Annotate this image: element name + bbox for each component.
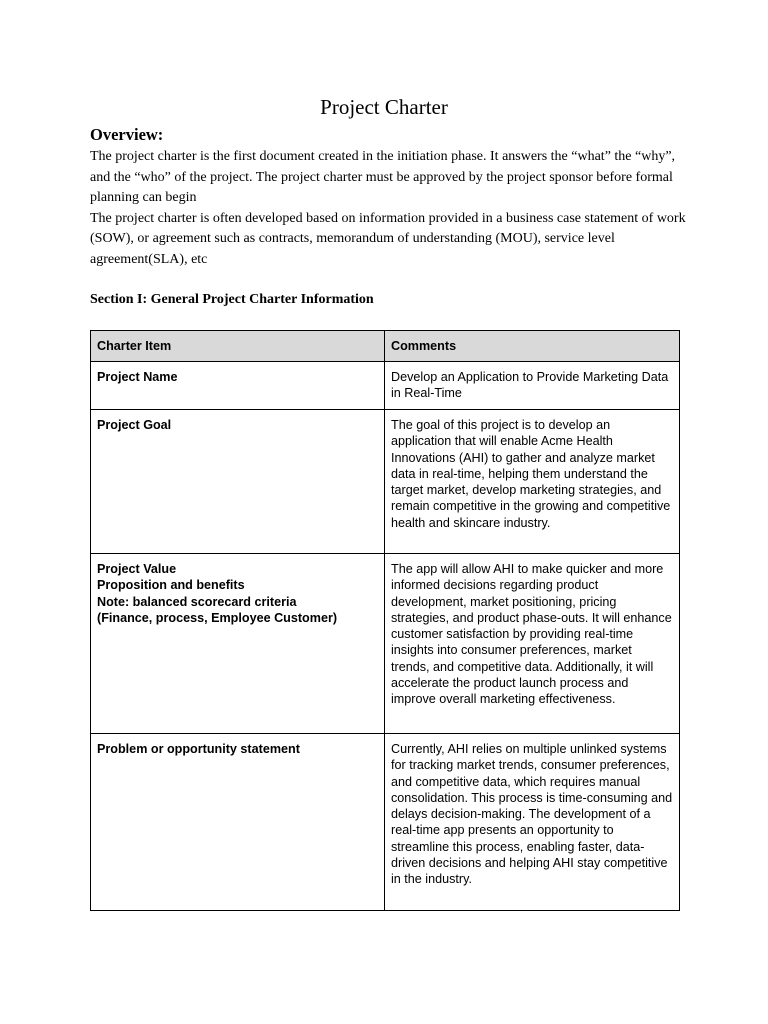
charter-item-label: Project Goal (97, 418, 172, 432)
overview-heading: Overview: (90, 125, 164, 144)
table-row (91, 554, 680, 734)
table-row (91, 734, 680, 911)
overview-paragraph: The project charter is the first document created in the initiation phase. It answers the “what” the “why”, and the “who” of the project. The project charter must be approved by the project sponsor before formal planning can begin (90, 149, 676, 205)
charter-table (90, 330, 680, 911)
comment-cell: Develop an Application to Provide Marketing Data in Real-Time (385, 362, 680, 410)
charter-item-label: (Finance, process, Employee Customer) (97, 610, 338, 625)
charter-item-label: Proposition and benefits (97, 578, 245, 593)
charter-item-cell (91, 362, 385, 410)
comment-cell: The app will allow AHI to make quicker and more informed decisions regarding product development, market positioning, pricing strategies, and product phase-outs. It will enhance customer satisfaction by providing real-time insights into consumer preferences, market trends, and competitive data. Additionally, it will accelerate the product launch process and improve overall marketing effectiveness. (385, 554, 680, 734)
column-header-comments: Comments (385, 331, 680, 362)
column-header-charter-item: Charter Item (91, 331, 385, 362)
comment-cell: The goal of this project is to develop an application that will enable Acme Health Innovations (AHI) to gather and analyze market data in real-time, helping them understand the target market, develop marketing strategies, and remain competitive in the growing and competitive health and skincare industry. (385, 410, 680, 554)
charter-item-label: Problem or opportunity statement (97, 742, 300, 756)
overview-body (90, 147, 690, 270)
table-row (91, 410, 680, 554)
section-heading: Section I: General Project Charter Information (90, 292, 374, 307)
overview-paragraph: The project charter is often developed based on information provided in a business case statement of work (SOW), or agreement such as contracts, memorandum of understanding (MOU), service level agreement(SLA), etc (90, 210, 686, 267)
charter-item-label: Note: balanced scorecard criteria (97, 594, 297, 609)
charter-item-cell (91, 554, 385, 734)
table-header-row (91, 331, 680, 362)
page-title: Project Charter (320, 95, 448, 119)
table-row (91, 362, 680, 410)
charter-item-cell (91, 410, 385, 554)
charter-item-label: Project Name (97, 370, 178, 384)
charter-item-cell (91, 734, 385, 911)
comment-cell: Currently, AHI relies on multiple unlinked systems for tracking market trends, consumer preferences, and competitive data, which requires manual consolidation. This process is time-consuming and delays decision-making. The development of a real-time app presents an opportunity to streamline this process, enabling faster, data-driven decisions and helping AHI stay competitive in the industry. (385, 734, 680, 911)
charter-item-label: Project Value (97, 562, 177, 576)
